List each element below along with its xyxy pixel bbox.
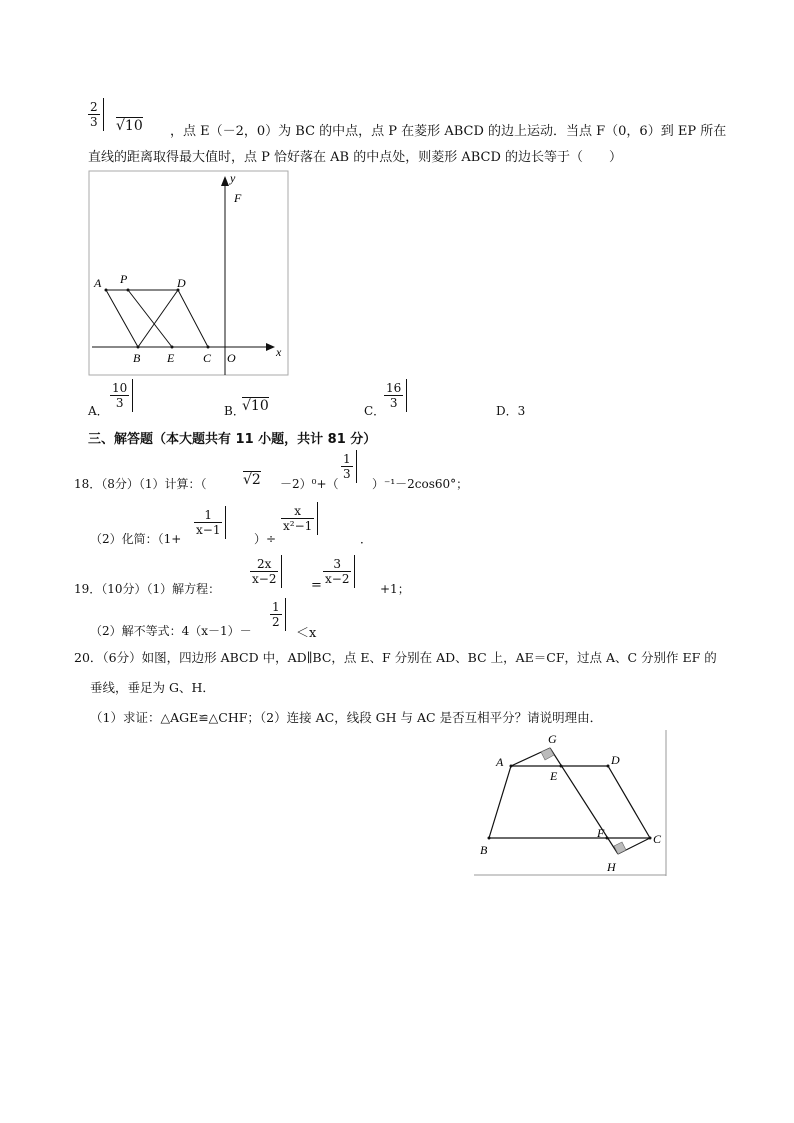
label-a: A: [94, 276, 102, 290]
q19-part1-b: +1；: [380, 582, 410, 596]
label-d: D: [611, 753, 620, 767]
label-g: G: [548, 732, 557, 746]
option-d: D．3: [496, 404, 526, 418]
lead-sqrt: √10: [116, 118, 143, 134]
point-p: [127, 289, 130, 292]
label-o: O: [227, 351, 236, 365]
q19-part1-a: 19．（10分）（1）解方程：: [74, 582, 221, 596]
lead-fraction: $\frac{2}{3}$: [88, 100, 100, 129]
point-f: [606, 837, 609, 840]
label-e: E: [167, 351, 175, 365]
label-f: F: [597, 826, 605, 840]
point-c: [207, 346, 210, 349]
label-h: H: [607, 860, 616, 874]
option-c-label: C．: [364, 404, 386, 418]
label-f: F: [234, 191, 242, 205]
q17-line2: 直线的距离取得最大值时，点 P 恰好落在 AB 的中点处，则菱形 ABCD 的边长等于（ ）: [88, 150, 623, 165]
q19-frac2: $\frac{3}{x-2}$: [323, 557, 351, 586]
section-3-heading: 三、解答题（本大题共有 11 小题，共计 81 分）: [88, 432, 377, 447]
point-e: [171, 346, 174, 349]
q18-part1-b: －2）⁰+（: [280, 477, 339, 491]
right-angle-h: [614, 842, 626, 854]
rhombus-figure: [88, 170, 298, 380]
point-b: [137, 346, 140, 349]
option-a-label: A．: [88, 404, 109, 418]
point-c: [649, 837, 652, 840]
segment-pe: [128, 290, 172, 347]
option-c-fraction: $\frac{16}{3}$: [384, 381, 403, 410]
label-b: B: [480, 843, 488, 857]
q20-line1: 20．（6分）如图，四边形 ABCD 中，AD∥BC，点 E、F 分别在 AD、BC 上，AE＝CF，过点 A、C 分别作 EF 的: [74, 650, 717, 665]
label-p: P: [120, 272, 128, 286]
q18-frac2: $\frac{x}{\text{x²−1}}$: [281, 504, 314, 533]
label-c: C: [203, 351, 212, 365]
q19-frac1: $\frac{2x}{x-2}$: [250, 557, 278, 586]
point-e: [560, 765, 563, 768]
point-d: [607, 765, 610, 768]
q18-part2-b: ）÷: [254, 532, 277, 546]
figure-border: [89, 171, 288, 375]
y-axis-arrow: [221, 176, 229, 186]
q18-frac-third: $\frac{1}{3}$: [341, 452, 353, 481]
option-b-label: B．: [224, 404, 245, 418]
label-x: x: [276, 345, 282, 359]
option-b-sqrt: √10: [242, 398, 269, 414]
label-c: C: [653, 832, 662, 846]
q19-equals: =: [311, 578, 322, 593]
q17-line1: ，点 E（－2，0）为 BC 的中点，点 P 在菱形 ABCD 的边上运动．当点 F（0，6）到 EP 所在: [170, 124, 727, 139]
x-axis-arrow: [266, 343, 275, 351]
q19-part2-a: （2）解不等式：4（x－1）－: [90, 624, 252, 638]
q20-line3: （1）求证：△AGE≌△CHF；（2）连接 AC，线段 GH 与 AC 是否互相平分？请说明理由．: [90, 710, 603, 725]
q19-frac-half: $\frac{1}{2}$: [270, 600, 282, 629]
q18-part2-c: ．: [360, 532, 373, 546]
q18-part2-a: （2）化简：（1+: [90, 532, 182, 546]
q18-frac1: $\frac{1}{x-1}$: [194, 508, 222, 537]
label-d: D: [177, 276, 186, 290]
q18-sqrt2: √2: [243, 472, 261, 488]
q18-part1-c: ）⁻¹－2cos60°；: [372, 477, 469, 491]
right-angle-g: [541, 748, 554, 760]
label-y: y: [230, 171, 236, 185]
point-b: [488, 837, 491, 840]
q20-line2: 垂线，垂足为 G、H．: [90, 680, 215, 695]
point-a: [510, 765, 513, 768]
point-a: [105, 289, 108, 292]
rhombus-abcd: [106, 290, 208, 347]
option-a-fraction: $\frac{10}{3}$: [110, 381, 129, 410]
q19-part2-b: ＜x: [296, 626, 317, 641]
segment-db: [138, 290, 178, 347]
quadrilateral-abcd: [489, 766, 650, 838]
label-e: E: [550, 769, 558, 783]
q18-part1-a: 18．（8分）（1）计算：（: [74, 477, 207, 491]
label-b: B: [133, 351, 141, 365]
label-a: A: [496, 755, 504, 769]
trapezoid-figure: [474, 730, 668, 878]
